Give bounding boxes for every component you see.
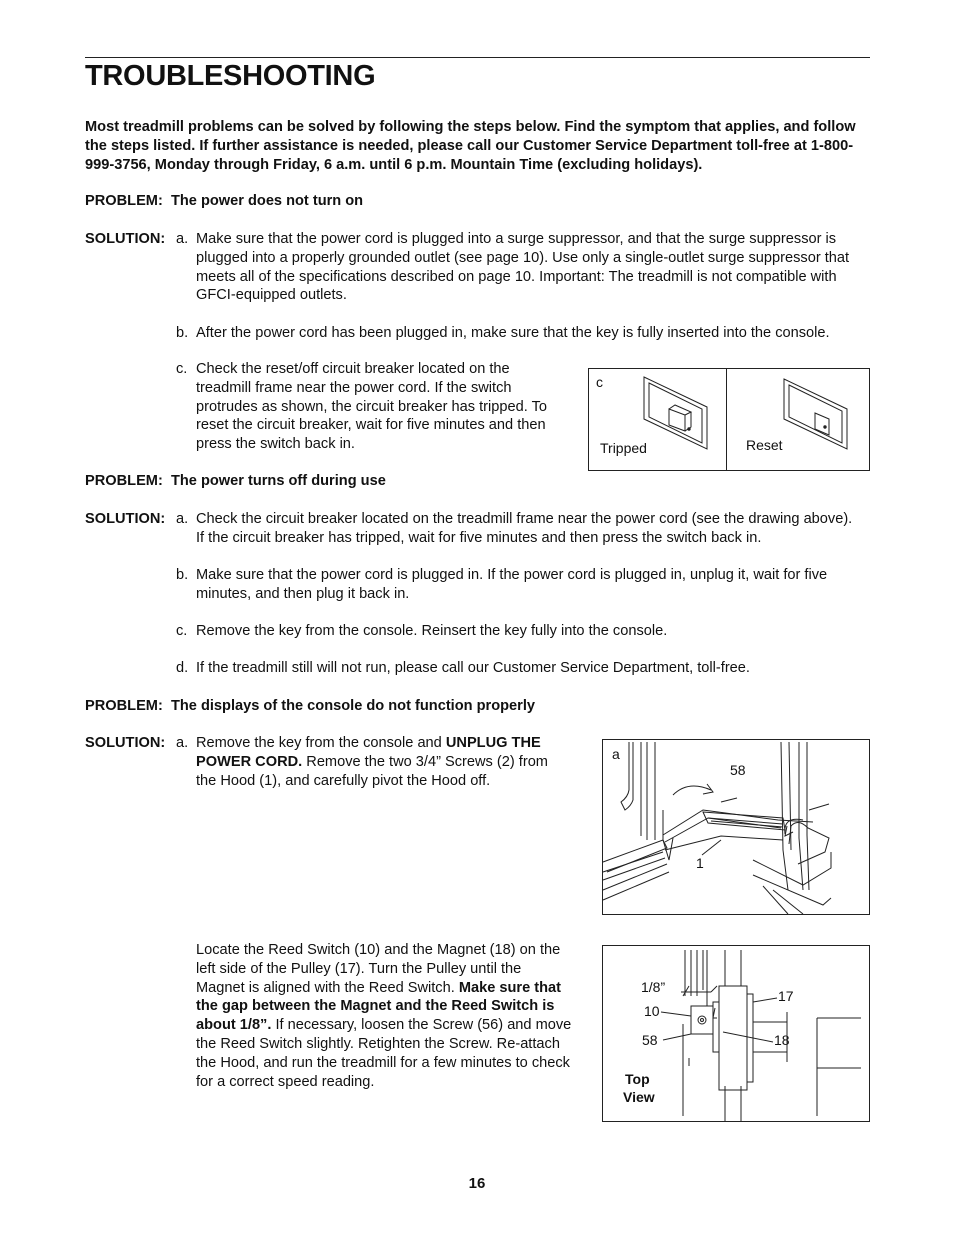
reed-switch-instructions (196, 941, 574, 1091)
reed-bold: Make sure that the gap between the Magnet and the Reed Switch is about 1/8”. (196, 979, 562, 1034)
p2-step-d: If the treadmill still will not run, please call our Customer Service Department, toll-free. (196, 660, 750, 676)
p3-step-a-pre: Remove the key from the console and (196, 735, 442, 751)
reed-switch-top-view-drawing (603, 946, 869, 1121)
problem-1-heading (85, 193, 363, 209)
p3-step-a-bold: UNPLUG THE POWER CORD. (196, 735, 541, 770)
intro-paragraph: Most treadmill problems can be solved by following the steps below. Find the symptom that applies, and follow the steps listed. If further assistance is needed, please call our Customer Service Department toll-free at 1-800-999-3756, Monday through Friday, 6 a.m. until 6 p.m. Mountain Time (excluding holidays). (85, 119, 856, 173)
callout-58: 58 (730, 762, 746, 778)
top-view-label-1: Top (625, 1071, 650, 1087)
p1-step-b: After the power cord has been plugged in, make sure that the key is fully inserted into the console. (196, 325, 830, 341)
reed-post: If necessary, loosen the Screw (56) and move the Reed Switch slightly. Retighten the Screw. Re-attach the Hood, and run the treadmill for a few minutes to check for a correct speed reading. (196, 1017, 572, 1090)
solution-label: SOLUTION: (85, 231, 166, 247)
step-letter: c. (176, 623, 188, 639)
callout-58: 58 (642, 1032, 658, 1048)
p2-step-a: Check the circuit breaker located on the treadmill frame near the power cord (see the drawing above). If the circuit breaker has tripped, wait for five minutes and then press the switch back in. (196, 511, 853, 546)
problem-3-heading (85, 698, 535, 714)
problem-2-heading (85, 473, 386, 489)
step-letter: b. (176, 325, 189, 341)
step-letter: a. (176, 511, 189, 527)
reset-label: Reset (746, 437, 783, 453)
step-letter: a. (176, 735, 189, 751)
solution-label: SOLUTION: (85, 735, 166, 751)
reed-pre: Locate the Reed Switch (10) and the Magnet (18) on the left side of the Pulley (17). Turn the Pulley until the Magnet is aligned with the Reed Switch. (196, 942, 561, 996)
problem-label: PROBLEM: (85, 193, 163, 209)
step-letter: d. (176, 660, 189, 676)
circuit-breaker-figure (588, 368, 870, 471)
p3-step-a (196, 734, 571, 790)
page-title: TROUBLESHOOTING (85, 60, 376, 92)
header-rule (85, 57, 870, 58)
solution-label: SOLUTION: (85, 511, 166, 527)
callout-gap: 1/8” (641, 979, 666, 995)
step-letter: b. (176, 567, 189, 583)
page-number: 16 (468, 1175, 486, 1192)
problem-label: PROBLEM: (85, 473, 163, 489)
p3-step-a-post: Remove the two 3/4” Screws (2) from the Hood (1), and carefully pivot the Hood off. (196, 753, 548, 789)
p2-step-c: Remove the key from the console. Reinsert the key fully into the console. (196, 623, 668, 639)
step-letter: c. (176, 361, 188, 377)
problem-1-text: The power does not turn on (170, 193, 364, 209)
top-view-label-2: View (623, 1089, 655, 1105)
p2-step-b: Make sure that the power cord is plugged in. If the power cord is plugged in, unplug it, wait for five minutes, and then plug it back in. (196, 567, 828, 602)
problem-2-text: The power turns off during use (170, 473, 386, 489)
p1-step-a: Make sure that the power cord is plugged into a surge suppressor, and that the surge suppressor is plugged into a properly grounded outlet (see page 10). Use only a single-outlet surge suppressor that meets all of the specifications described on page 10. Important: The treadmill is not compatible with GFCI-equipped outlets. (196, 231, 850, 304)
step-letter: a. (176, 231, 189, 247)
figure-letter: c (596, 374, 603, 390)
callout-1: 1 (696, 855, 704, 871)
breaker-switch-drawings (589, 369, 869, 469)
problem-3-text: The displays of the console do not function properly (170, 698, 536, 714)
tripped-label: Tripped (600, 440, 647, 456)
reed-switch-figure (602, 945, 870, 1122)
hood-removal-figure (602, 739, 870, 915)
callout-10: 10 (644, 1003, 660, 1019)
callout-18: 18 (774, 1032, 790, 1048)
problem-label: PROBLEM: (85, 698, 163, 714)
treadmill-hood-drawing (603, 740, 869, 914)
callout-17: 17 (778, 988, 794, 1004)
p1-step-c: Check the reset/off circuit breaker located on the treadmill frame near the power cord. If the switch protrudes as shown, the circuit breaker has tripped. To reset the circuit breaker, wait for five minutes and then press the switch back in. (196, 361, 547, 453)
figure-letter: a (612, 746, 620, 762)
